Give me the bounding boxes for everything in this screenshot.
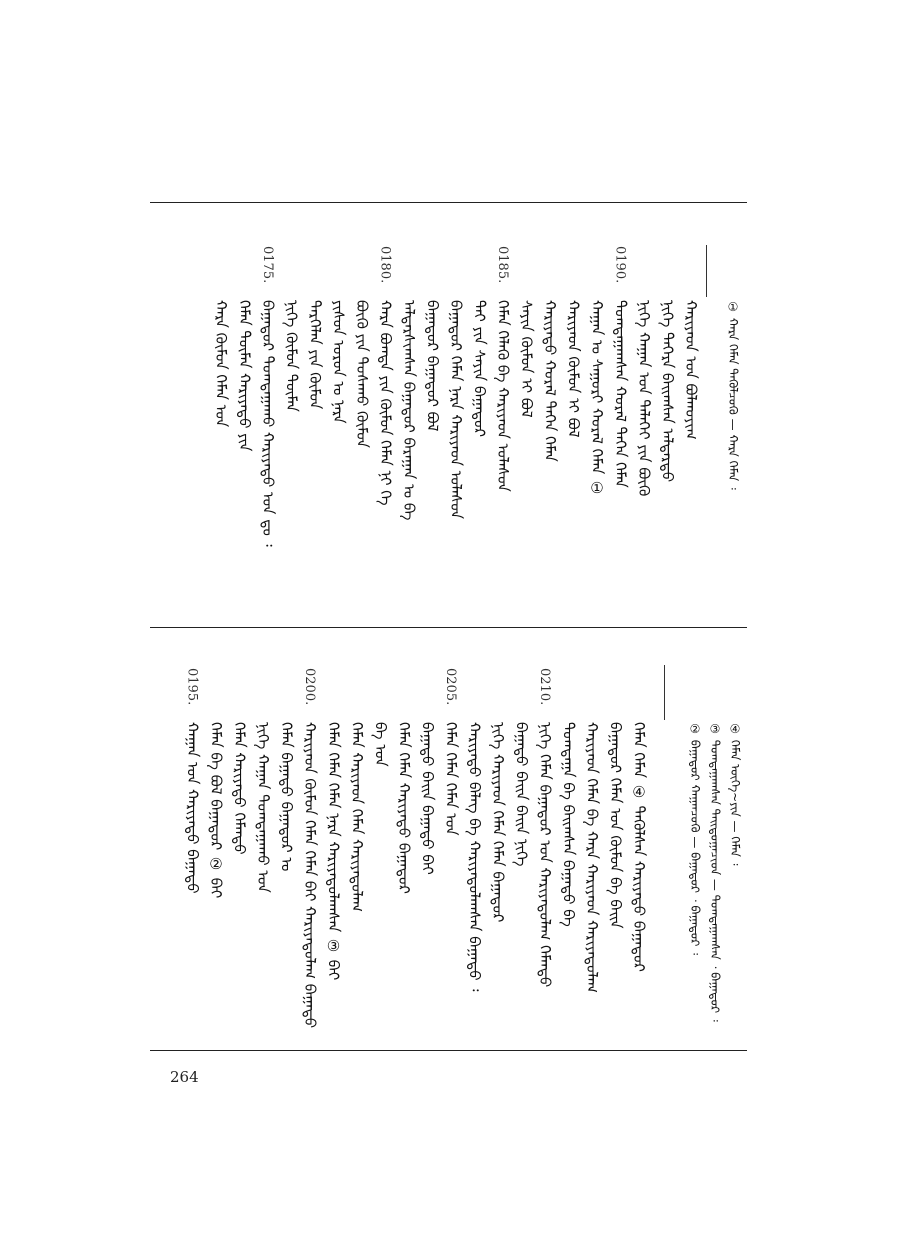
verse-line: ᠬᠠᠷᠢᠶᠠᠳ ᠬᠦᠮᠦᠨ ᠬᠡᠮᠡᠨ ᠬᠡᠮᠡᠨ ᠪᠠᠢ ᠬᠠᠷᠢᠶᠠᠲᠤᠯᠠᠭ ᠪᠠᠭᠠᠲᠤ: [301, 722, 319, 1029]
verse-line: ᠬᠡᠮᠡᠨ ᠪᠠ ᠪᠣᠯ ᠪᠠᠭᠠᠳᠤᠷ ② ᠪᠠᠢ: [207, 722, 225, 899]
verse-line: ᠬᠡᠮᠡᠨ ᠬᠠᠷᠢᠶᠠᠲᠤ ᠬᠡᠮᠡᠨᠲᠦ: [230, 722, 249, 855]
verse-line: ᠪᠡ ᠤᠨ: [371, 722, 390, 767]
line-number: 0185.: [495, 246, 510, 284]
verse-line: ᠪᠦᠬᠦ ᠶᠢᠨ ᠲᠣᠰᠠᠬᠤ ᠬᠦᠮᠦᠨ: [353, 300, 371, 448]
line-number: 0180.: [377, 246, 393, 284]
verse-line: ᠪᠠᠭᠠᠲᠤ ᠪᠠᠢᠨ ᠪᠠᠭᠠᠲᠤ ᠪᠠᠢ: [418, 722, 437, 875]
footnote-divider: [706, 245, 707, 297]
verse-line: ᠬᠡᠮᠡᠨ ᠪᠠᠭᠠᠲᠤ ᠪᠠᠭᠠᠳᠤᠷ ᠣ: [277, 722, 296, 872]
page-number: 264: [170, 1068, 199, 1086]
verse-line: ᠲᠠᠢ ᠶᠢᠨ ᠰᠠᠶᠢᠨ ᠪᠠᠭᠠᠳᠤᠷ: [470, 300, 489, 438]
verse-line: ᠬᠠᠭᠠᠨ ᠤ ᠰᠠᠭᠤᠷᠢ ᠬᠤᠷᠠᠯ ᠬᠡᠮᠡᠨ ①: [588, 300, 606, 498]
verse-line: ᠰᠠᠶᠢᠨ ᠬᠦᠮᠦᠨ ᠢ ᠪᠣᠯ: [517, 300, 536, 418]
verse-line: ᠪᠠᠭᠠᠳᠤᠷ ᠪᠠᠭᠠᠳᠤᠷ ᠪᠣᠯ: [423, 300, 442, 432]
verse-line: ᠨᠢᠭᠡ ᠬᠦᠮᠦᠨ ᠲᠦᠮᠡᠨ: [282, 300, 301, 412]
verse-line: ᠪᠠᠭᠠᠳᠤᠷ ᠲᠣᠭᠲᠠᠭᠠᠬᠤ ᠬᠠᠷᠢᠶᠠᠲᠤ ᠤᠨ ᠳᠤ ᠄: [259, 300, 277, 547]
verse-line: ᠬᠠᠷᠢᠶᠠᠲᠤ ᠪᠡᠯᠡᠭ ᠪᠠ ᠬᠠᠷᠢᠶᠠᠲᠤᠯᠠᠭᠰᠠᠨ ᠪᠠᠭᠠᠲᠤ ᠄: [465, 722, 484, 992]
verse-line: ᠬᠡᠮᠡᠨ ᠬᠡᠮᠡᠨ ᠬᠡᠮᠡᠨ ᠤᠨ: [442, 722, 460, 836]
verse-line: ᠪᠠᠭᠠᠲᠤ ᠪᠠᠢᠨ ᠪᠠᠢᠨ ᠨᠢᠭᠡ: [512, 722, 531, 867]
line-number: 0175.: [260, 246, 275, 284]
bottom-rule: [150, 1050, 747, 1051]
verse-line: ᠬᠠᠷᠠ ᠬᠦᠮᠦᠨ ᠬᠡᠮᠡᠨ ᠤᠨ: [212, 300, 230, 428]
middle-rule: [150, 627, 747, 628]
verse-line: ᠬᠠᠷᠢᠶᠠᠳ ᠬᠦᠮᠦᠨ ᠢ ᠪᠣᠯ: [564, 300, 583, 438]
verse-line: ᠲᠣᠭᠲᠠᠭᠠ ᠪᠡ ᠪᠠᠢᠭᠰᠠᠨ ᠪᠠᠭᠠᠲᠤ ᠪᠡ: [559, 722, 578, 927]
verse-line: ᠲᠡᠷᠭᠡᠯᠡᠨ ᠶᠢᠨ ᠬᠦᠮᠦᠨ: [306, 300, 324, 410]
verse-line: ᠠᠯᠳᠠᠷᠰᠢᠭᠰᠠᠨ ᠪᠠᠭᠠᠲᠤᠷ ᠪᠠᠷᠠᠭᠠᠨ ᠤ ᠪᠠ: [400, 300, 418, 521]
line-number: 0200.: [302, 668, 317, 706]
verse-line: ᠬᠠᠭᠠᠨ ᠤᠨ ᠬᠠᠷᠢᠶᠠᠲᠤ ᠪᠠᠭᠠᠲᠤ: [183, 722, 202, 894]
line-number: 0190.: [612, 246, 628, 284]
footnote-divider: [664, 665, 665, 720]
verse-line: ᠪᠠᠭᠠᠳᠤᠷ ᠬᠡᠮᠡᠨ ᠤᠨ ᠬᠦᠮᠦᠨ ᠪᠡ ᠪᠠᠢᠨ: [606, 722, 625, 929]
footnote: ③ ᠲᠣᠭᠲᠠᠭᠠᠭᠰᠠᠨ ᠲᠠᠢᠳᠤᠭᠠᠴᠢᠳ — ᠲᠣᠭᠲᠠᠭᠠᠭᠰᠠᠨ ᠂ ᠪᠠᠭᠠᠳᠤᠷ ᠄: [708, 722, 722, 1022]
verse-line: ᠬᠠᠷᠠ ᠪᠣᠭᠳᠠ ᠶᠢᠨ ᠬᠦᠮᠦᠨ ᠬᠡᠮᠡᠨ ᠨᠢ ᠭᠡ: [376, 300, 395, 506]
verse-line: ᠨᠢᠭᠡ ᠬᠠᠭᠠᠨ ᠲᠣᠭᠲᠠᠭᠠᠬᠤ ᠤᠨ: [254, 722, 272, 893]
verse-line: ᠶᠢᠰᠦᠨ ᠣᠷᠣᠨ ᠤ ᠨᠡᠷᠡ: [329, 300, 348, 424]
verse-line: ᠨᠢᠭᠡ ᠳᠡᠭᠡᠷᠡ ᠪᠠᠢᠭᠰᠠᠨ ᠠᠯᠳᠠᠷᠲᠤ: [658, 300, 677, 483]
line-number: 0195.: [184, 668, 200, 706]
verse-line: ᠬᠡᠮᠡᠨ ᠬᠡᠮᠡᠨ ᠬᠡᠮᠡᠨ ᠨᠡᠷᠡ ᠬᠠᠷᠢᠶᠠᠲᠤᠯᠠᠭᠰᠠᠨ ③ ᠪᠠᠢ: [324, 722, 343, 981]
verse-line: ᠬᠡᠮᠡᠨ ᠬᠡᠮᠡᠨ ④ ᠲᠡᠭᠦᠯᠰᠡᠨ ᠬᠠᠷᠢᠶᠠᠲᠤ ᠪᠠᠭᠠᠲᠤᠷ: [630, 722, 648, 972]
footnote: ① ᠬᠠᠷᠠ ᠬᠡᠮᠡᠨ ᠲᠡᠭᠦᠯᠴᠦᠭᠦ — ᠬᠠᠷᠠ ᠬᠡᠮᠡᠨ ᠄: [726, 300, 740, 490]
verse-line: ᠬᠡᠮᠡᠨ ᠬᠠᠷᠢᠶᠠᠳ ᠬᠡᠮᠡᠨ ᠬᠠᠷᠢᠶᠠᠲᠤᠯᠠᠭ: [348, 722, 366, 913]
verse-line: ᠬᠡᠮᠡᠨ ᠲᠦᠮᠡᠨ ᠬᠠᠷᠢᠶᠠᠲᠤ ᠶᠢᠨ: [235, 300, 254, 452]
footnote: ④ ᠬᠡᠮᠡᠨ ᠦᠭᠡ~ᠶᠢᠨ — ᠬᠡᠮᠡᠨ ᠄: [728, 722, 742, 866]
footnote: ② ᠪᠠᠭᠠᠳᠤᠷ ᠬᠠᠭᠠᠨᠴᠦᠭᠦ — ᠪᠠᠭᠠᠳᠤᠷ ᠂ ᠪᠠᠭᠠᠲᠤᠷ ᠄: [688, 722, 702, 956]
verse-line: ᠬᠠᠷᠢᠶᠠᠳ ᠤᠨ ᠪᠣᠯᠬᠤᠶᠢᠭ: [682, 300, 700, 440]
verse-line: ᠪᠠᠭᠠᠲᠤᠷ ᠬᠡᠮᠡᠨ ᠨᠡᠷᠡ ᠬᠠᠷᠢᠶᠠᠳ ᠤᠯᠠᠰᠤᠨ: [447, 300, 465, 519]
verse-line: ᠨᠢᠭᠡ ᠬᠠᠷᠢᠶᠠᠳ ᠬᠡᠮᠡᠨ ᠬᠡᠮᠡᠨ ᠪᠠᠭᠠᠳᠤᠷ: [489, 722, 507, 923]
line-number: 0210.: [537, 668, 552, 706]
verse-line: ᠬᠠᠷᠢᠶᠠᠳ ᠬᠡᠮᠡᠨ ᠪᠡ ᠬᠠᠷᠠ ᠬᠠᠷᠢᠶᠠᠳ ᠬᠠᠷᠢᠶᠠᠲᠤᠯᠠᠭ: [583, 722, 601, 993]
verse-line: ᠬᠡᠮᠡᠨ ᠬᠡᠮᠡᠨ ᠬᠠᠷᠢᠶᠠᠲᠤ ᠪᠠᠭᠠᠳᠤᠷ: [395, 722, 413, 894]
verse-line: ᠬᠡᠮᠡᠨ ᠬᠡᠯᠡᠬᠦ ᠪᠠ ᠬᠠᠷᠢᠶᠠᠳ ᠤᠯᠠᠰᠤᠨ: [494, 300, 512, 492]
verse-line: ᠲᠣᠭᠲᠠᠭᠠᠭᠰᠠᠨ ᠬᠤᠷᠠᠯ ᠲᠡᠭᠡᠨ ᠬᠡᠮᠡᠨ: [611, 300, 630, 488]
top-rule: [150, 202, 747, 203]
verse-line: ᠨᠢᠭᠡ ᠬᠡᠮᠡᠨ ᠪᠠᠭᠠᠲᠤᠷ ᠤᠨ ᠬᠠᠷᠢᠶᠠᠲᠤᠯᠠᠭ ᠬᠡᠮᠡᠨᠲᠦ: [536, 722, 554, 988]
verse-line: ᠬᠠᠷᠢᠶᠠᠲᠤ ᠬᠤᠷᠠᠯ ᠲᠡᠭᠡᠨ ᠬᠡᠮᠡᠨ: [541, 300, 559, 462]
line-number: 0205.: [443, 668, 458, 706]
verse-line: ᠨᠢᠭᠡ ᠬᠠᠭᠠᠨ ᠤᠨ ᠳᠡᠯᠡᠬᠡᠢ ᠶᠢᠨ ᠪᠦᠬᠦ: [635, 300, 653, 497]
